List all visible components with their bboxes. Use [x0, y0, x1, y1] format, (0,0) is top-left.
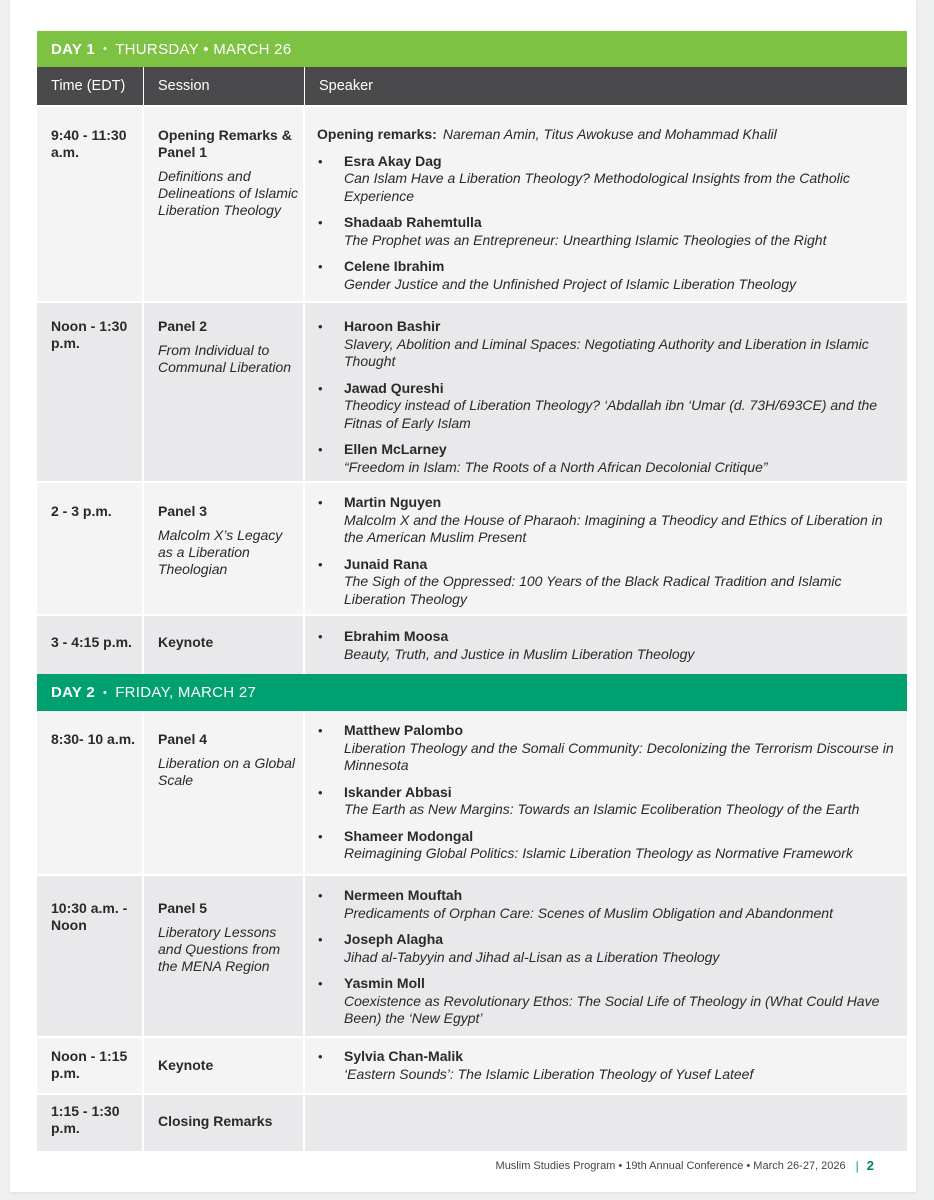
row-time: 3 - 4:15 p.m.: [37, 616, 144, 674]
day1-label: DAY 1: [51, 40, 96, 58]
bullet-icon: •: [318, 629, 323, 644]
talk-title: “Freedom in Islam: The Roots of a North African Decolonial Critique”: [344, 458, 768, 475]
speaker-name: Shameer Modongal: [344, 827, 474, 844]
speaker-item: [317, 214, 899, 249]
talk-title: Liberation Theology and the Somali Community: Decolonizing the Terrorism Discourse in Minnesota: [344, 739, 894, 773]
header-time: Time (EDT): [37, 67, 144, 105]
talk-title: Reimagining Global Politics: Islamic Liberation Theology as Normative Framework: [344, 845, 853, 861]
session-subtitle: From Individual to Communal Liberation: [158, 342, 292, 375]
talk-title: Coexistence as Revolutionary Ethos: The Social Life of Theology in (What Could Have Been) the ‘New Egypt’: [344, 992, 880, 1026]
row-session: [144, 107, 305, 301]
day2-dot: •: [103, 686, 108, 699]
row-session: [144, 303, 305, 481]
speaker-item: [317, 931, 899, 966]
speaker-name: Joseph Alagha: [344, 931, 444, 947]
talk-title: Predicaments of Orphan Care: Scenes of Muslim Obligation and Abandonment: [344, 904, 833, 921]
header-speaker: Speaker: [319, 78, 374, 94]
bullet-icon: •: [318, 888, 323, 903]
speaker-name: Celene Ibrahim: [344, 258, 445, 274]
speaker-item: [317, 441, 899, 476]
row-speakers: [305, 303, 907, 481]
day1-dot: •: [103, 43, 108, 55]
bullet-icon: •: [318, 380, 323, 396]
table-row: [37, 481, 907, 614]
speaker-name: Haroon Bashir: [344, 318, 441, 334]
row-session: [144, 483, 305, 614]
session-title: Panel 4: [158, 731, 208, 747]
session-title: Panel 3: [158, 503, 208, 519]
header-session: Session: [144, 67, 305, 105]
row-session: [144, 1095, 305, 1151]
speaker-item: [317, 1048, 899, 1083]
bullet-icon: •: [318, 215, 323, 230]
talk-title: Theodicy instead of Liberation Theology? ‘Abdallah ibn ‘Umar (d. 73H/693CE) and the Fitnas of Early Islam: [344, 397, 878, 431]
program-page: [10, 0, 916, 1192]
bullet-icon: •: [318, 976, 323, 991]
talk-title: Jihad al-Tabyyin and Jihad al-Lisan as a Liberation Theology: [344, 948, 720, 965]
speaker-item: [317, 628, 899, 663]
bullet-icon: •: [318, 442, 323, 457]
row-time: 2 - 3 p.m.: [37, 483, 144, 614]
speaker-item: [317, 722, 899, 775]
talk-title: ‘Eastern Sounds’: The Islamic Liberation Theology of Yusef Lateef: [344, 1065, 754, 1082]
session-title: Panel 5: [158, 900, 208, 916]
table-row: [37, 1036, 907, 1093]
bullet-icon: •: [318, 556, 323, 572]
day2-date: FRIDAY, MARCH 27: [115, 684, 257, 701]
table-row: [37, 301, 907, 481]
opening-remarks: [317, 126, 899, 144]
speaker-item: [317, 975, 899, 1028]
page-number: 2: [866, 1158, 874, 1173]
page-footer: [496, 1158, 874, 1173]
session-title: Panel 2: [158, 318, 208, 334]
speaker-item: [317, 784, 899, 819]
speaker-item: [317, 318, 899, 371]
speaker-name: Ebrahim Moosa: [344, 628, 449, 644]
talk-title: Beauty, Truth, and Justice in Muslim Liberation Theology: [344, 645, 695, 662]
bullet-icon: •: [318, 259, 323, 274]
day1-band: [37, 31, 907, 67]
speaker-item: [317, 887, 899, 922]
talk-title: The Earth as New Margins: Towards an Islamic Ecoliberation Theology of the Earth: [344, 801, 860, 817]
row-speakers: [305, 1038, 907, 1093]
speaker-item: [317, 828, 899, 863]
day1-date: THURSDAY • MARCH 26: [115, 40, 292, 58]
row-speakers: [305, 1095, 907, 1151]
row-speakers: [305, 483, 907, 614]
speaker-name: Jawad Qureshi: [344, 379, 444, 396]
speaker-item: [317, 494, 899, 547]
day2-label: DAY 2: [51, 684, 96, 701]
bullet-icon: •: [318, 495, 323, 510]
session-title: Closing Remarks: [158, 1113, 273, 1129]
speaker-name: Shadaab Rahemtulla: [344, 214, 482, 230]
footer-text: Muslim Studies Program • 19th Annual Conference • March 26-27, 2026: [495, 1159, 846, 1172]
row-session: [144, 616, 305, 674]
session-subtitle: Liberation on a Global Scale: [158, 755, 295, 788]
opening-label: Opening remarks:: [317, 126, 437, 142]
session-title: Keynote: [158, 1057, 214, 1073]
schedule-table: [37, 31, 907, 1151]
bullet-icon: •: [318, 828, 323, 844]
table-row: [37, 1093, 907, 1151]
session-title: Keynote: [158, 634, 214, 650]
session-title: Opening Remarks & Panel 1: [158, 127, 292, 160]
speaker-name: Yasmin Moll: [344, 975, 425, 991]
bullet-icon: •: [318, 784, 323, 800]
talk-title: Slavery, Abolition and Liminal Spaces: Negotiating Authority and Liberation in Islamic Thought: [344, 335, 869, 369]
speaker-name: Martin Nguyen: [344, 494, 442, 510]
table-row: [37, 874, 907, 1036]
column-header-row: [37, 67, 907, 105]
bullet-icon: •: [318, 319, 323, 334]
talk-title: Gender Justice and the Unfinished Project of Islamic Liberation Theology: [344, 275, 797, 292]
speaker-name: Nermeen Mouftah: [344, 887, 463, 903]
row-time: 1:15 - 1:30 p.m.: [37, 1095, 144, 1151]
day2-band: [37, 674, 907, 711]
table-row: [37, 711, 907, 874]
row-speakers: [305, 876, 907, 1036]
bullet-icon: •: [318, 932, 323, 947]
session-subtitle: Liberatory Lessons and Questions from the MENA Region: [158, 924, 281, 974]
session-subtitle: Malcolm X’s Legacy as a Liberation Theologian: [158, 527, 283, 577]
row-speakers: [305, 616, 907, 674]
row-time: 8:30- 10 a.m.: [37, 711, 144, 874]
table-row: [37, 105, 907, 301]
row-time: Noon - 1:15 p.m.: [37, 1038, 144, 1093]
speaker-item: [317, 258, 899, 293]
speaker-item: [317, 153, 899, 206]
speaker-name: Ellen McLarney: [344, 441, 447, 457]
talk-title: The Prophet was an Entrepreneur: Unearthing Islamic Theologies of the Right: [344, 231, 827, 248]
row-time: Noon - 1:30 p.m.: [37, 303, 144, 481]
opening-names: Nareman Amin, Titus Awokuse and Mohammad Khalil: [442, 126, 777, 142]
bullet-icon: •: [318, 153, 323, 169]
bullet-icon: •: [318, 723, 323, 738]
talk-title: Malcolm X and the House of Pharaoh: Imagining a Theodicy and Ethics of Liberation in the American Muslim Present: [344, 511, 883, 545]
speaker-item: [317, 380, 899, 433]
talk-title: Can Islam Have a Liberation Theology? Methodological Insights from the Catholic Experience: [344, 170, 850, 204]
bullet-icon: •: [318, 1049, 323, 1064]
talk-title: The Sigh of the Oppressed: 100 Years of the Black Radical Tradition and Islamic Liberation Theology: [344, 573, 842, 607]
speaker-name: Junaid Rana: [344, 555, 428, 572]
row-speakers: [305, 107, 907, 301]
row-time: 10:30 a.m. - Noon: [37, 876, 144, 1036]
footer-separator: |: [855, 1158, 859, 1173]
session-subtitle: Definitions and Delineations of Islamic Liberation Theology: [158, 168, 299, 218]
speaker-name: Sylvia Chan-Malik: [344, 1048, 464, 1064]
row-session: [144, 1038, 305, 1093]
speaker-name: Matthew Palombo: [344, 722, 464, 738]
speaker-name: Iskander Abbasi: [344, 783, 452, 800]
table-row: [37, 614, 907, 674]
speaker-name: Esra Akay Dag: [344, 152, 442, 169]
speaker-item: [317, 556, 899, 609]
row-speakers: [305, 711, 907, 874]
row-session: [144, 711, 305, 874]
row-time: 9:40 - 11:30 a.m.: [37, 107, 144, 301]
row-session: [144, 876, 305, 1036]
